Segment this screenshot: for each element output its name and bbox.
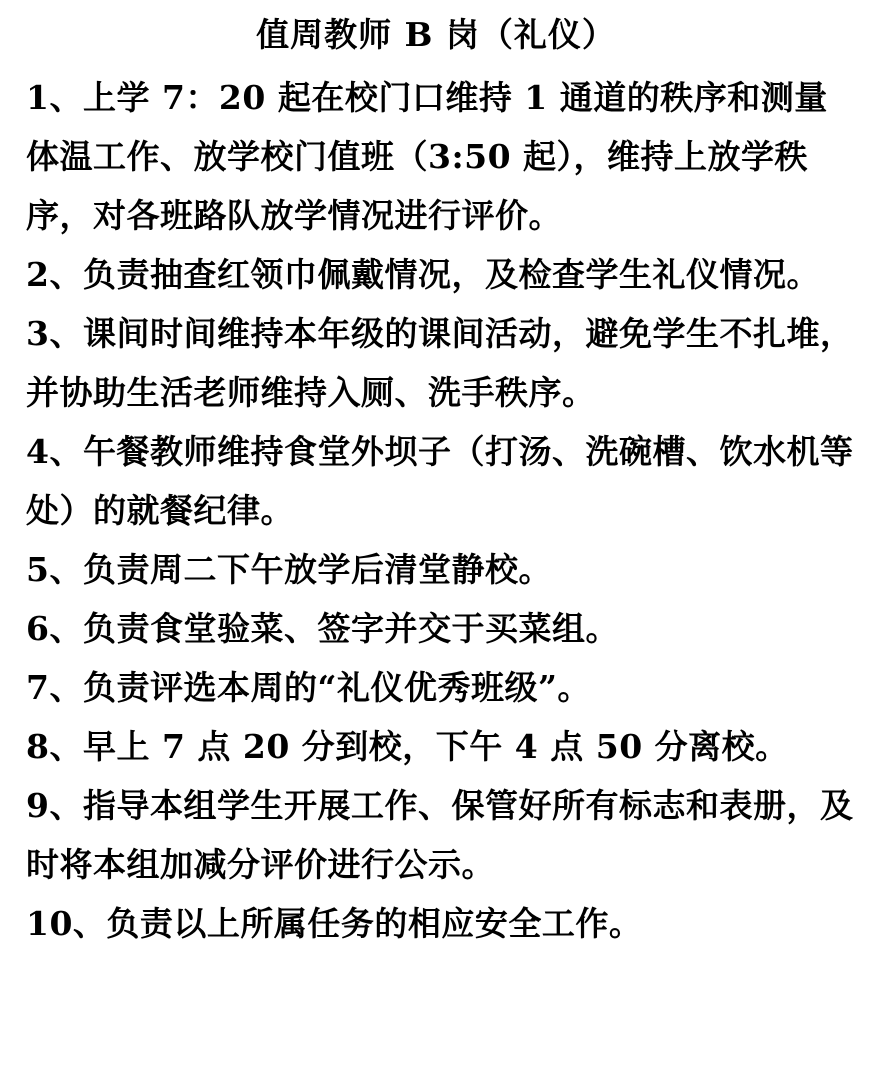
duty-item-10: 10、负责以上所属任务的相应安全工作。 [26, 904, 643, 943]
duty-item-6: 6、负责食堂验菜、签字并交于买菜组。 [26, 609, 619, 648]
duty-item-3: 3、课间时间维持本年级的课间活动，避免学生不扎堆，并协助生活老师维持入厕、洗手秩序。 [26, 314, 854, 412]
page-title: 值周教师 B 岗（礼仪） [256, 15, 616, 54]
duty-item-5: 5、负责周二下午放学后清堂静校。 [26, 550, 552, 589]
duty-list [26, 68, 856, 953]
duty-item-7: 7、负责评选本周的“礼仪优秀班级”。 [26, 668, 591, 707]
duty-item-2: 2、负责抽查红领巾佩戴情况，及检查学生礼仪情况。 [26, 255, 820, 294]
duty-item-9: 9、指导本组学生开展工作、保管好所有标志和表册，及时将本组加减分评价进行公示。 [26, 786, 854, 884]
duty-item-4: 4、午餐教师维持食堂外坝子（打汤、洗碗槽、饮水机等处）的就餐纪律。 [26, 432, 854, 530]
duty-item-1: 1、上学 7：20 起在校门口维持 1 通道的秩序和测量体温工作、放学校门值班（3:50 起），维持上放学秩序，对各班路队放学情况进行评价。 [26, 78, 828, 235]
duty-item-8: 8、早上 7 点 20 分到校，下午 4 点 50 分离校。 [26, 727, 789, 766]
